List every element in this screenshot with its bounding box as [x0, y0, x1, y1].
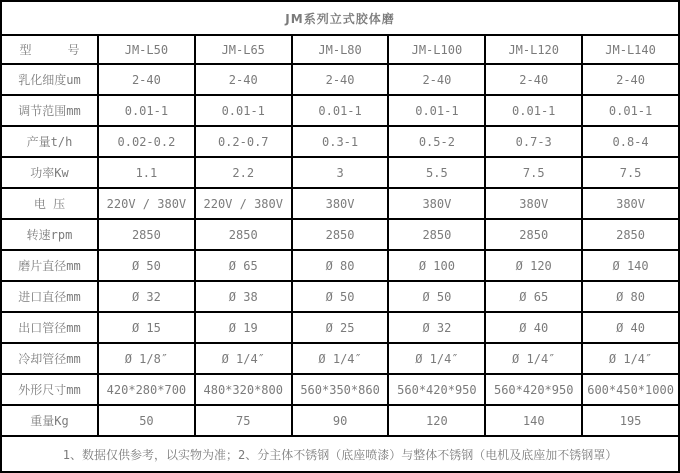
spec-cell: 0.01-1: [292, 95, 389, 126]
table-row: [1, 281, 679, 312]
table-row: [1, 188, 679, 219]
spec-cell: 380V: [292, 188, 389, 219]
spec-cell: Ø 25: [292, 312, 389, 343]
spec-cell: 0.01-1: [195, 95, 292, 126]
spec-cell: 2850: [292, 219, 389, 250]
spec-cell: 195: [582, 405, 679, 436]
spec-cell: Ø 1/8″: [98, 343, 195, 374]
spec-cell: 2.2: [195, 157, 292, 188]
spec-cell: Ø 65: [195, 250, 292, 281]
spec-cell: 0.01-1: [98, 95, 195, 126]
spec-cell: 480*320*800: [195, 374, 292, 405]
table-row: [1, 157, 679, 188]
spec-cell: Ø 32: [388, 312, 485, 343]
model-header-cell: JM-L50: [98, 35, 195, 64]
spec-cell: 0.02-0.2: [98, 126, 195, 157]
table-row: [1, 250, 679, 281]
table-row: [1, 64, 679, 95]
row-label: 产量t/h: [1, 126, 98, 157]
spec-cell: 0.8-4: [582, 126, 679, 157]
spec-cell: 0.01-1: [388, 95, 485, 126]
footnote: 1、数据仅供参考，以实物为准；2、分主体不锈钢（底座喷漆）与整体不锈钢（电机及底座加不锈钢罩）: [1, 436, 679, 472]
row-label: 冷却管径mm: [1, 343, 98, 374]
table-row: [1, 312, 679, 343]
spec-cell: 420*280*700: [98, 374, 195, 405]
spec-cell: 2-40: [98, 64, 195, 95]
row-label: 电 压: [1, 188, 98, 219]
spec-cell: 0.01-1: [485, 95, 582, 126]
spec-cell: 560*420*950: [485, 374, 582, 405]
row-label: 重量Kg: [1, 405, 98, 436]
spec-cell: Ø 1/4″: [582, 343, 679, 374]
spec-cell: 7.5: [485, 157, 582, 188]
spec-cell: 0.3-1: [292, 126, 389, 157]
spec-cell: 7.5: [582, 157, 679, 188]
row-label: 调节范围mm: [1, 95, 98, 126]
spec-cell: 560*350*860: [292, 374, 389, 405]
spec-cell: 2-40: [195, 64, 292, 95]
table-row: [1, 219, 679, 250]
spec-cell: 2-40: [485, 64, 582, 95]
spec-cell: 0.01-1: [582, 95, 679, 126]
spec-cell: Ø 40: [485, 312, 582, 343]
spec-cell: 2850: [388, 219, 485, 250]
row-label: 磨片直径mm: [1, 250, 98, 281]
model-header-cell: JM-L120: [485, 35, 582, 64]
table-row: [1, 405, 679, 436]
model-header-label: 型 号: [1, 35, 98, 64]
spec-cell: 2850: [582, 219, 679, 250]
spec-cell: 220V / 380V: [98, 188, 195, 219]
spec-cell: Ø 80: [292, 250, 389, 281]
spec-cell: 90: [292, 405, 389, 436]
spec-cell: 120: [388, 405, 485, 436]
spec-cell: 3: [292, 157, 389, 188]
spec-cell: Ø 38: [195, 281, 292, 312]
row-label: 出口管径mm: [1, 312, 98, 343]
spec-cell: 2850: [485, 219, 582, 250]
spec-cell: 50: [98, 405, 195, 436]
spec-cell: 220V / 380V: [195, 188, 292, 219]
row-label: 功率Kw: [1, 157, 98, 188]
spec-cell: 2850: [98, 219, 195, 250]
row-label: 乳化细度um: [1, 64, 98, 95]
spec-cell: Ø 50: [388, 281, 485, 312]
table-row: [1, 343, 679, 374]
spec-cell: 0.7-3: [485, 126, 582, 157]
spec-cell: 1.1: [98, 157, 195, 188]
spec-cell: Ø 40: [582, 312, 679, 343]
spec-cell: 600*450*1000: [582, 374, 679, 405]
spec-cell: 0.5-2: [388, 126, 485, 157]
row-label: 外形尺寸mm: [1, 374, 98, 405]
model-header-cell: JM-L140: [582, 35, 679, 64]
spec-cell: 2850: [195, 219, 292, 250]
spec-cell: Ø 15: [98, 312, 195, 343]
row-label: 进口直径mm: [1, 281, 98, 312]
spec-cell: 380V: [485, 188, 582, 219]
spec-cell: Ø 65: [485, 281, 582, 312]
spec-cell: 2-40: [388, 64, 485, 95]
table-row: [1, 374, 679, 405]
spec-cell: Ø 1/4″: [388, 343, 485, 374]
spec-cell: Ø 50: [98, 250, 195, 281]
footnote-row: [1, 436, 679, 472]
spec-cell: Ø 19: [195, 312, 292, 343]
model-header-cell: JM-L100: [388, 35, 485, 64]
spec-cell: Ø 1/4″: [485, 343, 582, 374]
spec-cell: Ø 80: [582, 281, 679, 312]
spec-cell: 2-40: [582, 64, 679, 95]
spec-cell: Ø 120: [485, 250, 582, 281]
spec-cell: Ø 140: [582, 250, 679, 281]
spec-cell: 2-40: [292, 64, 389, 95]
spec-cell: 380V: [582, 188, 679, 219]
model-header-cell: JM-L65: [195, 35, 292, 64]
model-header-row: [1, 35, 679, 64]
title-row: [1, 1, 679, 35]
spec-cell: 75: [195, 405, 292, 436]
spec-cell: 560*420*950: [388, 374, 485, 405]
spec-cell: 140: [485, 405, 582, 436]
spec-cell: Ø 100: [388, 250, 485, 281]
table-title: JM系列立式胶体磨: [1, 1, 679, 35]
table-row: [1, 95, 679, 126]
spec-cell: Ø 1/4″: [292, 343, 389, 374]
spec-cell: 380V: [388, 188, 485, 219]
model-header-cell: JM-L80: [292, 35, 389, 64]
spec-cell: Ø 32: [98, 281, 195, 312]
row-label: 转速rpm: [1, 219, 98, 250]
spec-cell: Ø 50: [292, 281, 389, 312]
spec-cell: 5.5: [388, 157, 485, 188]
table-row: [1, 126, 679, 157]
spec-cell: 0.2-0.7: [195, 126, 292, 157]
spec-cell: Ø 1/4″: [195, 343, 292, 374]
